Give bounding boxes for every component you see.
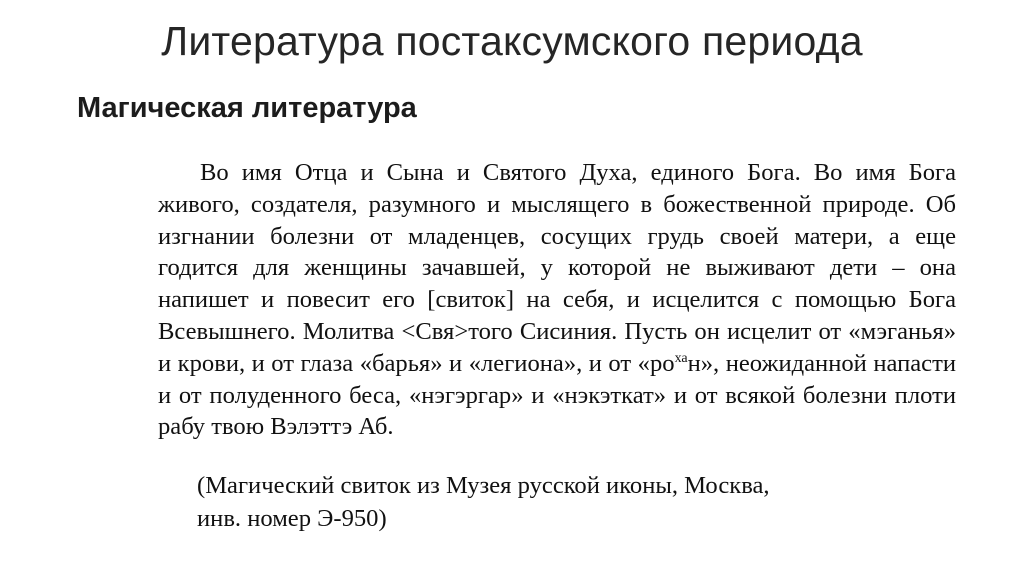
citation-line-1: (Магический свиток из Музея русской иконы, Москва, <box>197 472 770 499</box>
citation <box>197 469 897 535</box>
quote-superscript: ха <box>674 350 688 366</box>
quote-text-part1: Во имя Отца и Сына и Святого Духа, единого Бога. Во имя Бога живого, создателя, разумного и мыслящего в божественной природе. Об изгнании болезни от младенцев, сосущих грудь своей матери, а еще годится для женщины зачавшей, у которой не выживают дети – она напишет и повесит его [свиток] на себя, и исцелится с помощью Бога Всевышнего. Молитва <Свя>того Сисиния. Пусть он исцелит от «мэганья» и крови, и от глаза «барья» и «легиона», и от «ро <box>158 159 956 377</box>
citation-line-2: инв. номер Э-950) <box>197 505 387 532</box>
slide-subtitle: Магическая литература <box>77 92 417 124</box>
quote-paragraph <box>158 157 956 443</box>
slide-title: Литература постаксумского периода <box>161 18 863 64</box>
quote-text-part2: н», неожиданной напасти и от полуденного беса, «нэгэргар» и «нэкэткат» и от всякой болезни плоти рабу твою Вэлэттэ Аб. <box>158 349 956 441</box>
